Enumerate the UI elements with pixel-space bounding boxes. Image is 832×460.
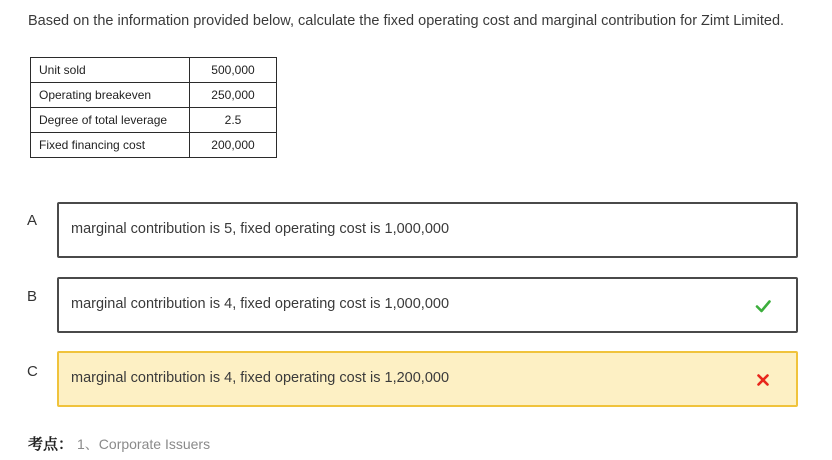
table-cell-value: 2.5	[190, 108, 277, 133]
option-c-letter: C	[27, 363, 38, 380]
table-cell-label: Degree of total leverage	[31, 108, 190, 133]
table-cell-value: 200,000	[190, 133, 277, 158]
option-b[interactable]	[57, 277, 798, 333]
data-table	[30, 57, 277, 158]
topic-footer	[28, 433, 210, 454]
table-cell-value: 500,000	[190, 58, 277, 83]
topic-label: 考点：	[28, 436, 74, 453]
check-icon	[754, 297, 772, 315]
table-row	[31, 58, 277, 83]
table-cell-label: Unit sold	[31, 58, 190, 83]
table-cell-label: Fixed financing cost	[31, 133, 190, 158]
table-cell-label: Operating breakeven	[31, 83, 190, 108]
table-cell-value: 250,000	[190, 83, 277, 108]
option-a-letter: A	[27, 212, 38, 229]
option-c-text: marginal contribution is 4, fixed operating cost is 1,200,000	[71, 370, 450, 386]
option-c[interactable]	[57, 351, 798, 407]
option-b-text: marginal contribution is 4, fixed operating cost is 1,000,000	[71, 296, 450, 312]
cross-icon	[754, 371, 772, 389]
table-row	[31, 108, 277, 133]
question-text: Based on the information provided below, calculate the fixed operating cost and marginal contribution for Zimt Limited.	[28, 13, 785, 29]
topic-value: 1、Corporate Issuers	[77, 436, 211, 452]
option-a-text: marginal contribution is 5, fixed operating cost is 1,000,000	[71, 221, 450, 237]
option-a[interactable]	[57, 202, 798, 258]
table-row	[31, 133, 277, 158]
table-row	[31, 83, 277, 108]
option-b-letter: B	[27, 288, 38, 305]
